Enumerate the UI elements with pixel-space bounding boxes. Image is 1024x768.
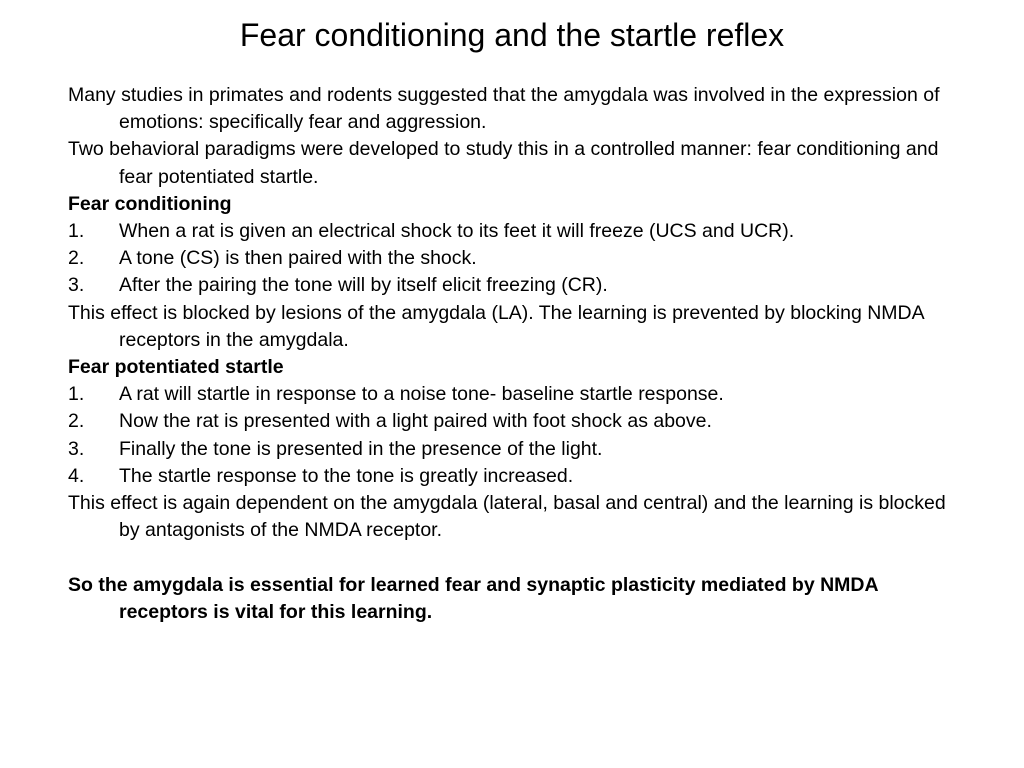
slide-body <box>68 82 968 626</box>
list-text: When a rat is given an electrical shock to its feet it will freeze (UCS and UCR). <box>119 220 795 243</box>
list-item <box>68 245 968 272</box>
list-number: 2. <box>68 247 85 270</box>
fear-conditioning-note: This effect is blocked by lesions of the amygdala (LA). The learning is prevented by blocking NMDA receptors in the amygdala. <box>68 301 924 351</box>
list-number: 1. <box>68 220 85 243</box>
intro-paragraph-2: Two behavioral paradigms were developed to study this in a controlled manner: fear conditioning and fear potentiated startle. <box>68 138 939 188</box>
list-text: A rat will startle in response to a noise tone- baseline startle response. <box>119 383 724 406</box>
list-number: 2. <box>68 410 85 433</box>
list-text: A tone (CS) is then paired with the shock. <box>119 247 477 270</box>
fear-conditioning-heading: Fear conditioning <box>68 192 232 215</box>
list-number: 3. <box>68 437 85 460</box>
list-item <box>68 463 968 490</box>
spacer <box>68 544 968 571</box>
list-item <box>68 381 968 408</box>
list-item <box>68 408 968 435</box>
list-item <box>68 272 968 299</box>
list-text: The startle response to the tone is greatly increased. <box>119 464 574 487</box>
list-item <box>68 436 968 463</box>
list-number: 1. <box>68 383 85 406</box>
list-text: Finally the tone is presented in the presence of the light. <box>119 437 603 460</box>
list-number: 3. <box>68 274 85 297</box>
list-item <box>68 218 968 245</box>
slide-title: Fear conditioning and the startle reflex <box>239 17 785 53</box>
fear-potentiated-startle-note: This effect is again dependent on the amygdala (lateral, basal and central) and the learning is blocked by antagonists of the NMDA receptor. <box>68 492 946 542</box>
list-number: 4. <box>68 464 85 487</box>
list-text: Now the rat is presented with a light paired with foot shock as above. <box>119 410 712 433</box>
conclusion: So the amygdala is essential for learned fear and synaptic plasticity mediated by NMDA receptors is vital for this learning. <box>68 573 878 623</box>
list-text: After the pairing the tone will by itself elicit freezing (CR). <box>119 274 608 297</box>
fear-potentiated-startle-heading: Fear potentiated startle <box>68 356 284 379</box>
intro-paragraph-1: Many studies in primates and rodents suggested that the amygdala was involved in the expression of emotions: specifically fear and aggression. <box>68 84 940 134</box>
